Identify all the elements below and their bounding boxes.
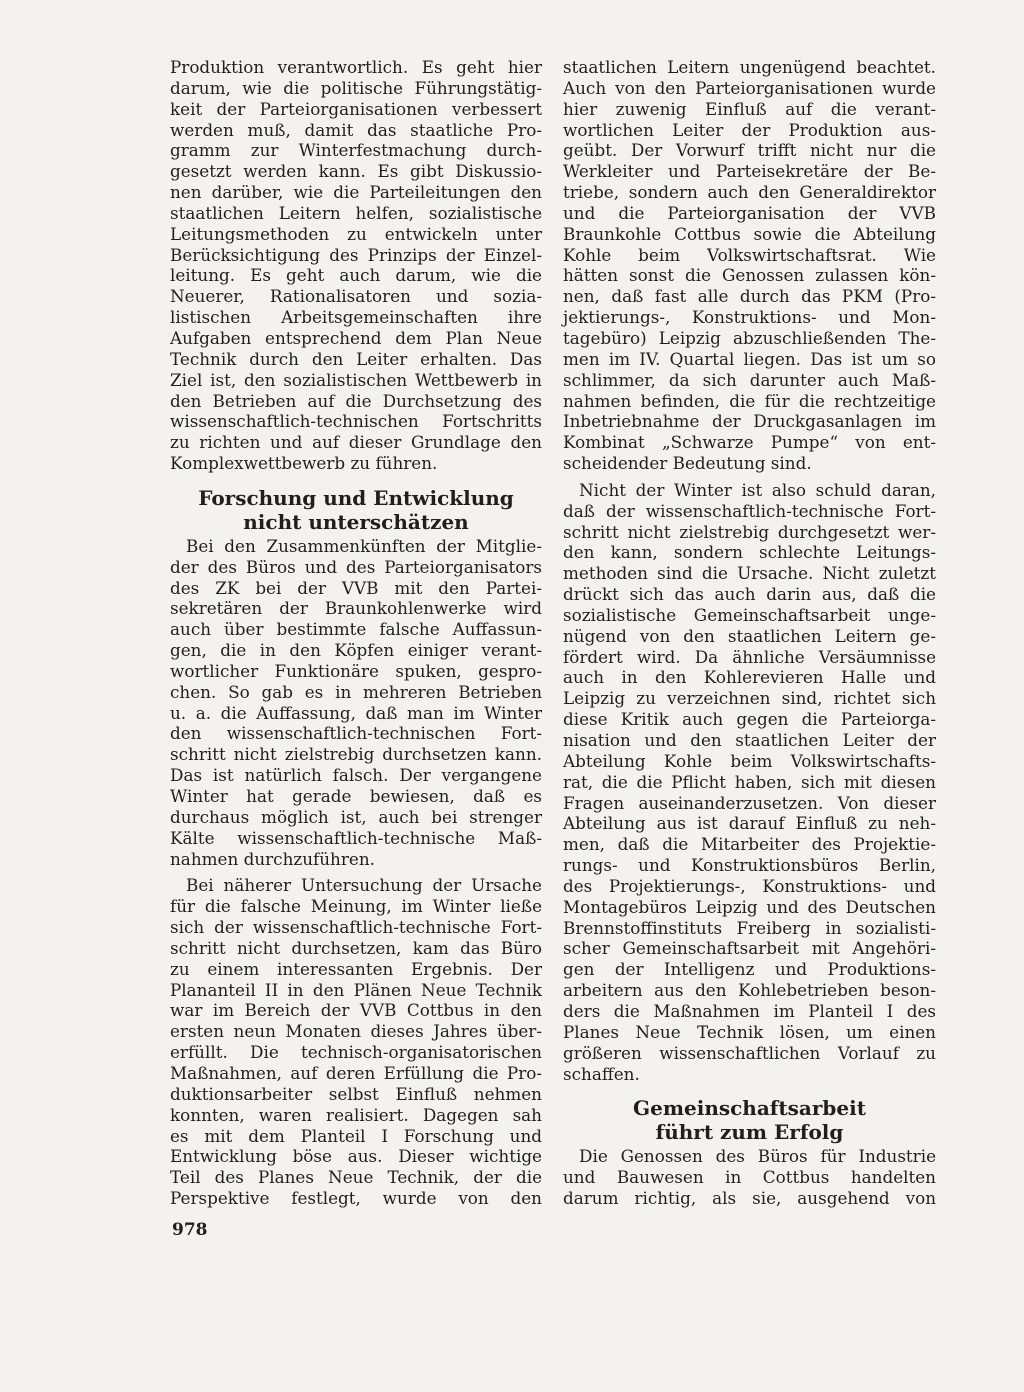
text-line: für die falsche Meinung, im Winter ließe [170, 896, 542, 917]
text-line: des ZK bei der VVB mit den Partei- [170, 577, 542, 598]
text-line: nügend von den staatlichen Leitern ge- [563, 625, 936, 646]
text-line: scher Gemeinschaftsarbeit mit Angehöri- [563, 938, 936, 959]
paragraph [563, 480, 936, 1084]
text-line: Kombinat „Schwarze Pumpe“ von ent- [563, 432, 936, 453]
text-line: und Bauwesen in Cottbus handelten [563, 1167, 936, 1188]
text-line: gramm zur Winterfestmachung durch- [170, 140, 542, 161]
text-line: Das ist natürlich falsch. Der vergangene [170, 765, 542, 786]
text-line: men im IV. Quartal liegen. Das ist um so [563, 348, 936, 369]
text-line: Abteilung aus ist darauf Einfluß zu neh- [563, 813, 936, 834]
text-line: duktionsarbeiter selbst Einfluß nehmen [170, 1083, 542, 1104]
paragraph [563, 1146, 936, 1209]
text-line: methoden sind die Ursache. Nicht zuletzt [563, 563, 936, 584]
text-line: staatlichen Leitern helfen, sozialistische [170, 202, 542, 223]
section-heading [170, 486, 542, 534]
text-line: darum richtig, als sie, ausgehend von [563, 1188, 936, 1209]
paragraph [170, 536, 542, 870]
paragraph [170, 57, 542, 474]
text-line: Neuerer, Rationalisatoren und sozia- [170, 286, 542, 307]
text-line: Montagebüros Leipzig und des Deutschen [563, 896, 936, 917]
text-line: Leipzig zu verzeichnen sind, richtet sich [563, 688, 936, 709]
text-line: Leitungsmethoden zu entwickeln unter [170, 223, 542, 244]
text-line: durchaus möglich ist, auch bei strenger [170, 806, 542, 827]
text-line: nahmen durchzuführen. [170, 848, 375, 869]
text-line: schaffen. [563, 1063, 640, 1084]
heading-line: führt zum Erfolg [655, 1120, 844, 1145]
text-line: ersten neun Monaten dieses Jahres über- [170, 1021, 542, 1042]
text-line: tagebüro) Leipzig abzuschließenden The- [563, 327, 936, 348]
text-line: hätten sonst die Genossen zulassen kön- [563, 265, 936, 286]
text-line: scheidender Bedeutung sind. [563, 453, 812, 474]
text-line: Nicht der Winter ist also schuld daran, [579, 479, 936, 500]
text-line: Kälte wissenschaftlich-technische Maß- [170, 827, 542, 848]
text-line: gesetzt werden kann. Es gibt Diskussio- [170, 161, 542, 182]
text-line: Inbetriebnahme der Druckgasanlagen im [563, 411, 936, 432]
heading-line: nicht unterschätzen [243, 509, 469, 534]
text-line: nen, daß fast alle durch das PKM (Pro- [563, 286, 936, 307]
text-line: triebe, sondern auch den Generaldirektor [563, 182, 936, 203]
text-line: fördert wird. Da ähnliche Versäumnisse [563, 646, 936, 667]
text-line: Auch von den Parteiorganisationen wurde [563, 77, 936, 98]
text-line: chen. So gab es in mehreren Betrieben [170, 681, 542, 702]
text-line: listischen Arbeitsgemeinschaften ihre [170, 307, 542, 328]
text-line: rungs- und Konstruktionsbüros Berlin, [563, 855, 936, 876]
text-line: gen der Intelligenz und Produktions- [563, 959, 936, 980]
text-line: hier zuwenig Einfluß auf die verant- [563, 98, 936, 119]
text-line: leitung. Es geht auch darum, wie die [170, 265, 542, 286]
text-line: rat, die die Pflicht haben, sich mit diesen [563, 771, 936, 792]
heading-line: Gemeinschaftsarbeit [633, 1096, 866, 1121]
text-line: Abteilung Kohle beim Volkswirtschafts- [563, 750, 936, 771]
text-line: sozialistische Gemeinschaftsarbeit unge- [563, 604, 936, 625]
text-line: es mit dem Planteil I Forschung und [170, 1125, 542, 1146]
text-line: Berücksichtigung des Prinzips der Einzel- [170, 244, 542, 265]
text-line: Braunkohle Cottbus sowie die Abteilung [563, 223, 936, 244]
text-line: und die Parteiorganisation der VVB [563, 202, 936, 223]
text-line: Aufgaben entsprechend dem Plan Neue [170, 327, 542, 348]
heading-line: Forschung und Entwicklung [198, 485, 514, 510]
text-line: Perspektive festlegt, wurde von den [170, 1188, 542, 1209]
paragraph [170, 875, 542, 1209]
text-line: nahmen befinden, die für die rechtzeitige [563, 390, 936, 411]
text-line: den wissenschaftlich-technischen Fort- [170, 723, 542, 744]
paragraph [563, 57, 936, 474]
left-column [170, 57, 542, 1209]
text-line: Maßnahmen, auf deren Erfüllung die Pro- [170, 1062, 542, 1083]
text-line: u. a. die Auffassung, daß man im Winter [170, 702, 542, 723]
text-line: Planes Neue Technik lösen, um einen [563, 1021, 936, 1042]
text-line: schritt nicht zielstrebig durchsetzen kann. [170, 744, 542, 765]
text-line: arbeitern aus den Kohlebetrieben beson- [563, 980, 936, 1001]
text-line: erfüllt. Die technisch-organisatorischen [170, 1042, 542, 1063]
text-line: zu richten und auf dieser Grundlage den [170, 432, 542, 453]
text-line: wortlicher Funktionäre spuken, gespro- [170, 660, 542, 681]
text-line: daß der wissenschaftlich-technische Fort- [563, 500, 936, 521]
text-line: zu einem interessanten Ergebnis. Der [170, 958, 542, 979]
text-line: Brennstoffinstituts Freiberg in sozialisti- [563, 917, 936, 938]
text-line: wortlichen Leiter der Produktion aus- [563, 119, 936, 140]
page-number: 978 [172, 1220, 208, 1240]
text-line: ders die Maßnahmen im Planteil I des [563, 1000, 936, 1021]
section-heading [563, 1096, 936, 1144]
text-line: diese Kritik auch gegen die Parteiorga- [563, 709, 936, 730]
text-line: Kohle beim Volkswirtschaftsrat. Wie [563, 244, 936, 265]
right-column [563, 57, 936, 1209]
text-line: der des Büros und des Parteiorganisators [170, 556, 542, 577]
text-line: men, daß die Mitarbeiter des Projektie- [563, 834, 936, 855]
text-line: Entwicklung böse aus. Dieser wichtige [170, 1146, 542, 1167]
text-line: des Projektierungs-, Konstruktions- und [563, 875, 936, 896]
text-line: Werkleiter und Parteisekretäre der Be- [563, 161, 936, 182]
text-line: sekretären der Braunkohlenwerke wird [170, 598, 542, 619]
text-line: Die Genossen des Büros für Industrie [579, 1146, 936, 1167]
text-line: Teil des Planes Neue Technik, der die [170, 1167, 542, 1188]
text-line: Produktion verantwortlich. Es geht hier [170, 57, 542, 77]
text-line: Plananteil II in den Plänen Neue Technik [170, 979, 542, 1000]
text-line: auch in den Kohlerevieren Halle und [563, 667, 936, 688]
text-line: Bei den Zusammenkünften der Mitglie- [186, 535, 542, 556]
text-line: war im Bereich der VVB Cottbus in den [170, 1000, 542, 1021]
text-line: den Betrieben auf die Durchsetzung des [170, 390, 542, 411]
text-line: schritt nicht zielstrebig durchgesetzt wer- [563, 521, 936, 542]
text-line: werden muß, damit das staatliche Pro- [170, 119, 542, 140]
text-line: wissenschaftlich-technischen Fortschritts [170, 411, 542, 432]
text-line: auch über bestimmte falsche Auffassun- [170, 619, 542, 640]
text-line: drückt sich das auch darin aus, daß die [563, 584, 936, 605]
text-line: Bei näherer Untersuchung der Ursache [186, 875, 542, 896]
text-line: geübt. Der Vorwurf trifft nicht nur die [563, 140, 936, 161]
text-line: nisation und den staatlichen Leiter der [563, 730, 936, 750]
text-line: sich der wissenschaftlich-technische Fort- [170, 917, 542, 938]
text-line: darum, wie die politische Führungstätig- [170, 77, 542, 98]
text-line: größeren wissenschaftlichen Vorlauf zu [563, 1042, 936, 1063]
text-line: schritt nicht durchsetzen, kam das Büro [170, 937, 542, 958]
text-line: konnten, waren realisiert. Dagegen sah [170, 1104, 542, 1125]
text-line: keit der Parteiorganisationen verbessert [170, 98, 542, 119]
text-line: Ziel ist, den sozialistischen Wettbewerb in [170, 369, 542, 390]
text-line: Komplexwettbewerb zu führen. [170, 453, 438, 474]
text-line: Fragen auseinanderzusetzen. Von dieser [563, 792, 936, 813]
text-line: gen, die in den Köpfen einiger verant- [170, 640, 542, 661]
text-line: schlimmer, da sich darunter auch Maß- [563, 369, 936, 390]
text-line: den kann, sondern schlechte Leitungs- [563, 542, 936, 563]
text-line: staatlichen Leitern ungenügend beachtet. [563, 57, 936, 77]
text-line: nen darüber, wie die Parteileitungen den [170, 182, 542, 203]
text-line: Winter hat gerade bewiesen, daß es [170, 786, 542, 806]
text-line: Technik durch den Leiter erhalten. Das [170, 348, 542, 369]
text-line: jektierungs-, Konstruktions- und Mon- [563, 307, 936, 328]
